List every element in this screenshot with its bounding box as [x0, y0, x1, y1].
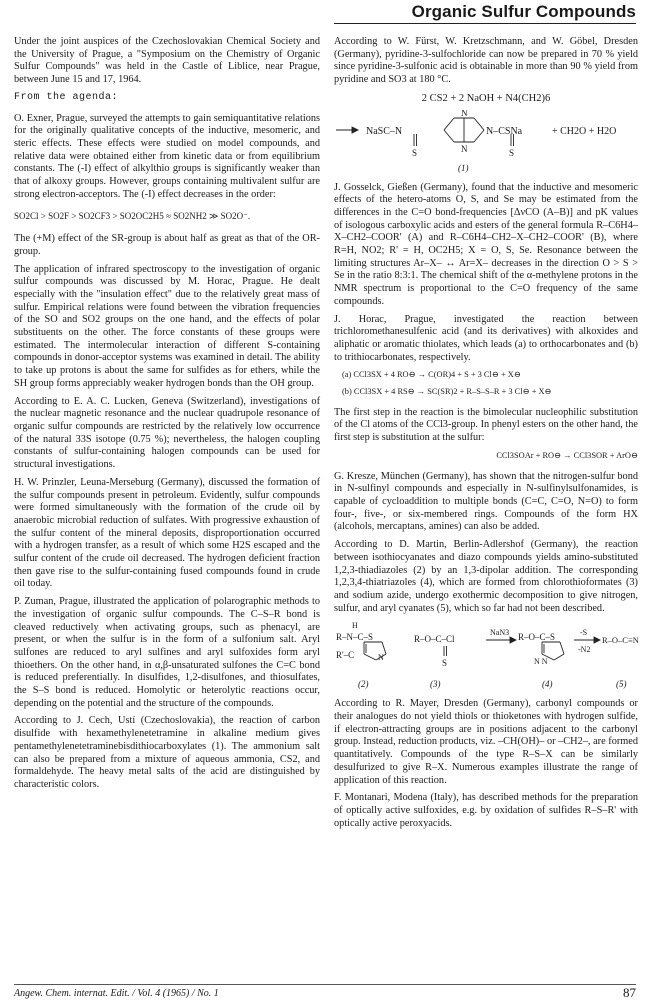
reaction-b: (b) CCl3SX + 4 RS⊖ → SC(SR)2 + R–S–S–R + 3 Cl⊖ + X⊖ — [342, 387, 552, 397]
martin-paragraph: According to D. Martin, Berlin-Adlershof (Germany), the reaction between isothiocyanates and diazo compounds yields amino-substituted 1,2,3-thiadiazoles (2) by an 1,3-dipolar addition. The corresponding 1,2,3,4-thiatriazoles (4), which are formed from chlorothioformates (3) and sodium azide, undergo exothermic decomposition to give nitrogen, sulfur, and aryl cyanates (5), which so far had not been described. — [334, 539, 638, 614]
footer-rule — [14, 984, 636, 985]
horac-ir-paragraph: The application of infrared spectroscopy to the investigation of organic sulfur compounds was discussed by M. Horac, Prague. He dealt especially with the "insulation effect" due to the relatively great mass of sulfur. Empirical relations were found between the vibration frequencies of the SO and SO2 groups on the one hand, and the effects of polar substituents on the other. The force constants of these groups were estimated. The intermolecular interaction of different S-containing compounds in donor-acceptor systems was examined in detail. The ability to take up protons is about the same for sulfides as for ethers, while the SH group forms appreciably weaker hydrogen bonds than the OH group. — [14, 263, 320, 389]
fuerst-paragraph: According to W. Fürst, W. Kretzschmann, and W. Göbel, Dresden (Germany), pyridine-3-sulfochloride can now be prepared in 70 % yield since pyridine-3-sulfonic acid is obtainable in more than 90 % yield from pyridine and SO3 at 180 °C. — [334, 36, 638, 86]
scheme-s-3: S — [442, 658, 448, 669]
scheme-h: H — [352, 621, 358, 631]
gosselck-paragraph: J. Gosselck, Gießen (Germany), found that the inductive and mesomeric effects of the hetero-atoms O, S, and Se may be estimated from the differences in the C=O bond-frequencies [ΔνCO (A–B)] and pK values of isologous carboxylic acids and esters of the general formula R–C6H4–X–CH2–COOR' (A) and R–C6H4–CH2–X–CH2–COOR' (B), where R=H, NO2; R' = H, OC2H5; X = O, S, Se. Resonance between the limiting structures Ar–X– ↔ Ar=X– decreases in the direction O > S > Se in the ratio 8:3:1. The chemical shift of the α-methylene protons in the NMR spectrum is proportional to the C=O frequency of the same compounds. — [334, 181, 638, 307]
compound-3-label: (3) — [430, 679, 441, 690]
scheme-minus-n2: -N2 — [578, 645, 591, 655]
page-number: 87 — [623, 985, 636, 1000]
lucken-paragraph: According to E. A. C. Lucken, Geneva (Switzerland), investigations of the nuclear magnetic resonance and the nuclear quadrupole resonance of organic sulfur compounds are restricted by the relatively low occurrence of the natural 33S isotope (0.75 %); nevertheless, the halogen coupling constants of sulfur-containing halogen compounds can be used for structural investigations. — [14, 395, 320, 471]
m-effect-paragraph: The (+M) effect of the SR-group is about half as great as that of the OR-group. — [14, 233, 320, 257]
struct-nasc: NaSC–N — [366, 125, 403, 137]
scheme-rprime: R'–C — [336, 650, 355, 661]
header-rule — [334, 23, 636, 24]
intro-paragraph: Under the joint auspices of the Czechoslovakian Chemical Society and the University of Prague, a "Symposium on the Chemistry of Organic Sulfur Compounds" was held in the Castle of Liblice, near Prague, between June 15 and 17, 1964. — [14, 36, 320, 86]
kresze-paragraph: G. Kresze, München (Germany), has shown that the nitrogen-sulfur bond in N-sulfinyl compounds and especially in N-sulfinylsulfonamides, is capable of cycloaddition to multiple bonds (C=C, C=O, N=O) to form four-, five-, or six-membered rings. Compounds of the form HX (alcohols, mercaptans, amines) can also be added. — [334, 470, 638, 533]
order-formula: SO2Cl > SO2F > SO2CF3 > SO2OC2H5 ≈ SO2NH2 ≫ SO2O⁻. — [14, 211, 251, 222]
reaction-c: CCl3SOAr + RO⊖ → CCl3SOR + ArO⊖ — [496, 450, 638, 460]
cs2-reaction-equation: 2 CS2 + 2 NaOH + N4(CH2)6 — [421, 92, 551, 104]
scheme-rn: R–N–C–S — [336, 632, 374, 643]
struct-s-left: S — [412, 147, 418, 158]
compound-2-label: (2) — [358, 679, 369, 690]
scheme-n-n-4: N N — [534, 657, 548, 667]
scheme-minus-s: -S — [580, 628, 588, 638]
scheme-svg — [334, 620, 638, 678]
prinzler-paragraph: H. W. Prinzler, Leuna-Merseburg (Germany), discussed the formation of the sulfur compounds present in petroleum. Evidently, sulfur compounds were formed simultaneously with the formation of the crude oil by anaerobic microbial reduction of sulfates. With progressive exhaustion of the sulfur content of the mineral deposits, disproportionation occurred with a hydrogen transfer, as a result of which some H2S escaped and the sulfur content of the crude oil decreased. The hydrogen deficient fraction then gave rise to the sulfur-containing fused compounds found in crude oil today. — [14, 476, 320, 590]
compound-5-label: (5) — [616, 679, 627, 690]
compound-4-label: (4) — [542, 679, 553, 690]
struct-n-top: N — [461, 109, 468, 118]
agenda-heading: From the agenda: — [14, 91, 119, 103]
right-column — [334, 36, 638, 835]
journal-citation: Angew. Chem. internat. Edit. / Vol. 4 (1965) / No. 1 — [14, 988, 219, 999]
struct-s-right: S — [509, 147, 515, 158]
mayer-paragraph: According to R. Mayer, Dresden (Germany), carbonyl compounds or their analogues do not yield thiols or thioketones with hydrogen sulfide, if electron-attracting groups are in positions adjacent to the carbonyl group. Instead, reduction products, viz. –CH(OH)– or –CH2–, are formed quantitatively. Compounds of the type R–S–X can be similarly desulfurized to give R–X. Numerous examples illustrate the range of application of this reaction. — [334, 698, 638, 786]
exner-paragraph: O. Exner, Prague, surveyed the attempts to gain semiquantitative relations for the originally qualitative concepts of the inductive, mesomeric, and steric effects. These effects were studied on model compounds, and relative data were obtained either from kinetic data or from equilibrium constants. The (-I) effect of alkylthio groups is significantly weaker than that of alkoxy groups. However, groups containing multivalent sulfur are strong electron-acceptors. The (-I) effect decreases in the order: — [14, 112, 320, 200]
zuman-paragraph: P. Zuman, Prague, illustrated the application of polarographic methods to the investigation of organic sulfur compounds. The C–S–R bond is cleaved reductively when activating groups, such as phenacyl, are present, or when the sulfur is in the form of a sulfonium salt. Aryl sulfones are reduced to aryl sulfines and aryl sulfoxides form aryl thioethers. On the other hand, in α,β-unsaturated sulfones the C=C bond is reduced preferentially. In disulfides, 1,2-disulfones, and thiosulfates, the S–S bond is reduced. Homolytic or heterolytic reactions occur, depending on the potential and the structure of the compounds. — [14, 596, 320, 709]
cech-paragraph: According to J. Cech, Ustí (Czechoslovakia), the reaction of carbon disulfide with hexamethylenetetramine in alkaline medium gives pentamethylenetetraminebisdithiocarboxylates (1). The ammonium salt can also be prepared from a mixture of aqueous ammonia, CS2, and formaldehyde. The heavy metal salts of the acid are distinguished by characteristic colors. — [14, 715, 320, 790]
horac-reaction-paragraph: J. Horac, Prague, investigated the reaction between trichloromethanesulfenic acid (and its derivatives) with alkoxides and aliphatic or aromatic thiolates, which leads (a) to orthocarbonates and (b) to trithiocarbonates, respectively. — [334, 313, 638, 363]
scheme-chloroformate: R–O–C–Cl — [414, 634, 455, 645]
struct-csna: N–CSNa — [486, 125, 523, 137]
struct-products: + CH2O + H2O — [552, 125, 617, 137]
reaction-a: (a) CCl3SX + 4 RO⊖ → C(OR)4 + S + 3 Cl⊖ + X⊖ — [342, 370, 521, 380]
scheme-n-2: N — [378, 653, 384, 663]
struct-n-bottom: N — [461, 143, 468, 154]
first-step-paragraph: The first step in the reaction is the bimolecular nucleophilic substitution of the Cl atoms of the CCl3-group. In phenyl esters on the other hand, the first step is substitution at the sulfur: — [334, 406, 638, 444]
left-column — [14, 36, 320, 797]
montanari-paragraph: F. Montanari, Modena (Italy), has described methods for the preparation of optically active sulfoxides, e.g. by oxidation of sulfides R–S–R' with optically active peroxyacids. — [334, 792, 638, 829]
scheme-product: R–O–C≡N — [602, 635, 638, 646]
compound-1-label: (1) — [458, 162, 469, 173]
compounds-2-5-scheme — [334, 620, 638, 692]
page-header-title: Organic Sulfur Compounds — [411, 2, 636, 21]
compound-1-structure — [334, 110, 638, 176]
scheme-nan3: NaN3 — [490, 628, 510, 638]
compound-1-svg — [334, 110, 634, 176]
scheme-r-o-c-s: R–O–C–S — [518, 632, 556, 643]
